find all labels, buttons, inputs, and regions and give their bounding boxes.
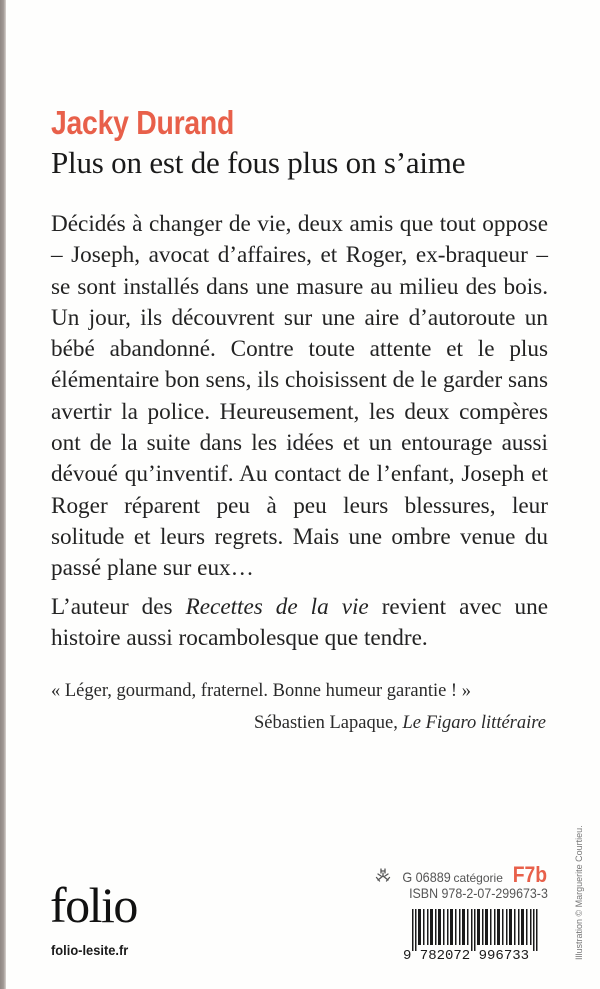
barcode-icon: [403, 909, 549, 961]
synopsis: Décidés à changer de vie, deux amis que tout oppose – Joseph, avocat d’affaires, et Roger, ex-braqueur – se sont installés dans une masure au milieu des bois. Un jour, ils découvrent sur une aire d’autoroute un bébé abandonné. Contre toute attente et le plus élémentaire bon sens, ils choisissent de le garder sans avertir la police. Heureusement, les deux compères ont de la suite dans les idées et un entourage aussi dévoué qu’inventif. Au contact de l’enfant, Joseph et Roger réparent peu à peu leurs blessures, leur solitude et leurs regrets. Mais une ombre venue du passé plane sur eux…: [51, 211, 548, 582]
critic-name: Sébastien Lapaque,: [253, 713, 403, 733]
catalog-line: [375, 862, 547, 888]
review-attribution: [254, 714, 546, 733]
review-quote: « Léger, gourmand, fraternel. Bonne humeur garantie ! »: [51, 681, 471, 701]
previous-book-title: Recettes de la vie: [185, 594, 369, 620]
isbn: ISBN 978-2-07-299673-3: [409, 886, 548, 901]
illustration-credit: Illustration © Marguerite Courtieu.: [574, 825, 584, 960]
g-code: G 06889: [402, 869, 451, 885]
category-code: F7b: [512, 862, 547, 887]
folio-logo: folio: [50, 877, 137, 933]
category-label: catégorie: [453, 871, 503, 885]
publication-name: Le Figaro littéraire: [402, 713, 546, 733]
isbn-barcode: [403, 909, 549, 961]
barcode-digits: 9 782072 996733: [403, 948, 530, 961]
publisher-website: folio-lesite.fr: [51, 942, 129, 958]
book-title: Plus on est de fous plus on s’aime: [51, 145, 466, 180]
pitch-before: L’auteur des: [51, 594, 186, 620]
pitch: [51, 592, 548, 655]
author-name: Jacky Durand: [51, 104, 235, 141]
pitch-after: revient avec une histoire aussi rocambolesque que tendre.: [51, 594, 548, 652]
spine-edge: [0, 0, 6, 989]
gallimard-trefoil-icon: [375, 868, 391, 882]
